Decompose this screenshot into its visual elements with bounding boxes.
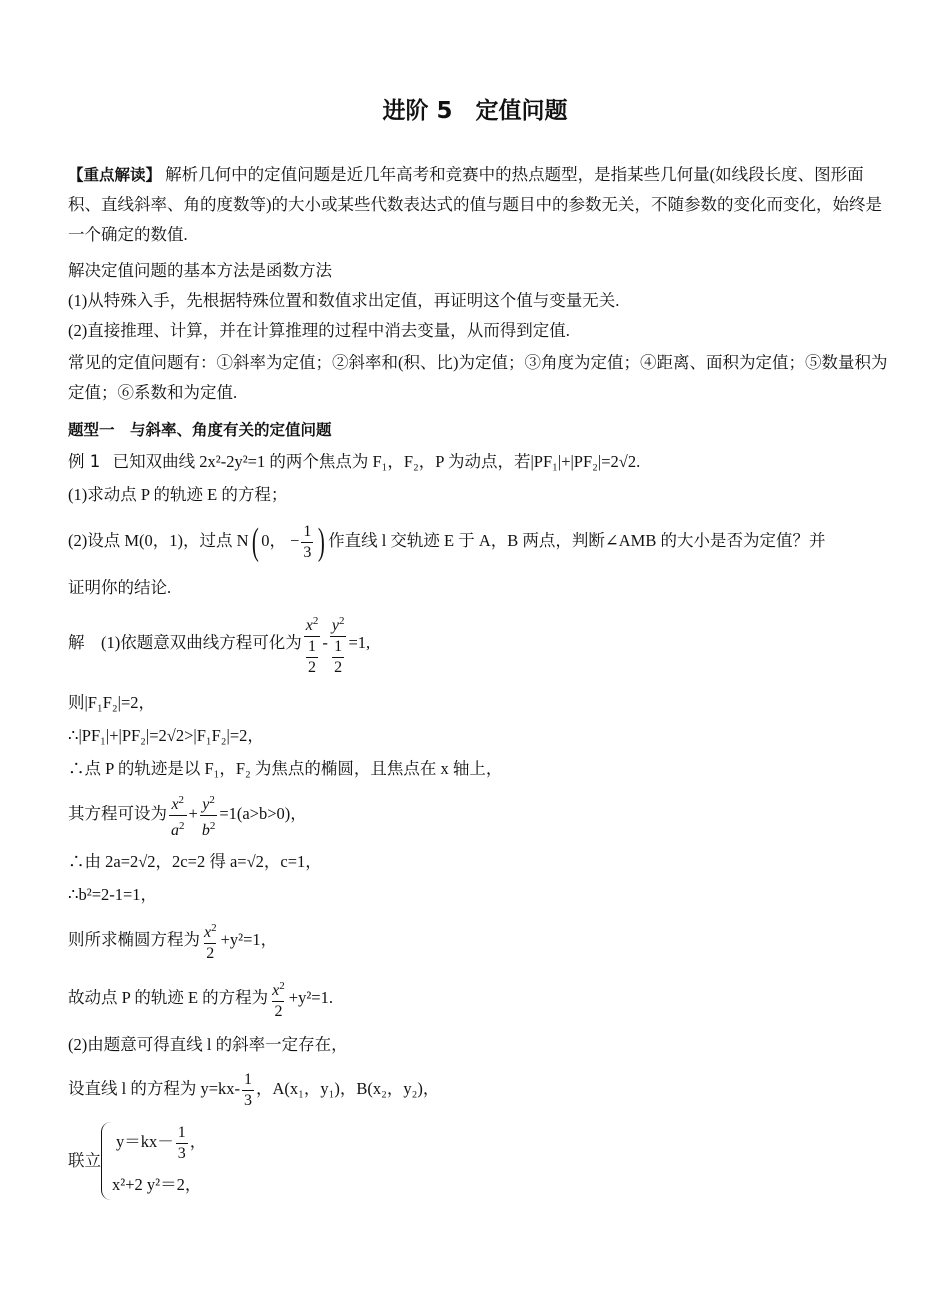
- solution-step-11: [68, 1063, 890, 1115]
- question-2-rest: 作直线 l 交轨迹 E 于 A，B 两点，判断∠AMB 的大小是否为定值？并: [328, 531, 826, 550]
- solution-step-10: (2)由题意可得直线 l 的斜率一定存在，: [68, 1035, 348, 1054]
- solution-step-11-text: 设直线 l 的方程为 y=kx-: [68, 1079, 241, 1098]
- common-types: 常见的定值问题有：①斜率为定值；②斜率和(积、比)为定值；③角度为定值；④距离、面积为定值；⑤数量积为定值；⑥系数和为定值.: [68, 353, 888, 402]
- solution-step-6: ∴由 2a=2√2，2c=2 得 a=√2，c=1，: [68, 852, 322, 871]
- system-eq-1-text: y＝kx－: [116, 1132, 174, 1151]
- solution-step-12: 联立: [68, 1151, 101, 1170]
- solution-step-5: 其方程可设为 $\frac{x^2}{a^2}$ + $\frac{y^2}{b^2}$ =1(a>b>0)，: [68, 788, 890, 841]
- solution-step-9-end: +y²=1.: [288, 988, 333, 1007]
- solution-step-1-end: =1,: [348, 633, 371, 652]
- intro-paragraph: [68, 160, 890, 250]
- method-step-1: (1)从特殊入手，先根据特殊位置和数值求出定值，再证明这个值与变量无关.: [68, 291, 620, 310]
- solution-step-9: [68, 972, 890, 1024]
- fraction-x2-2-b: $\frac{x^2}{2}$: [272, 980, 285, 1021]
- solution-step-1: 解 (1)依题意双曲线方程可化为 $\frac{x^2}{\frac{1}{2}}$ - $\frac{y^2}{\frac{1}{2}}$ =1,: [68, 610, 890, 678]
- intro-tag: 【重点解读】: [68, 166, 162, 184]
- page-title: 进阶 5 定值问题: [382, 98, 568, 124]
- solution-step-1-text: (1)依题意双曲线方程可化为: [101, 633, 302, 652]
- fraction-one-third: $\frac{1}{3}$: [303, 522, 312, 561]
- solution-step-2: 则|F₁F₂|=2，: [68, 693, 156, 712]
- solution-step-11-end: ，A(x₁，y₁)，B(x₂，y₂)，: [256, 1079, 440, 1098]
- fraction-one-third-c: $\frac{1}{3}$: [177, 1123, 186, 1162]
- section-heading: 题型一 与斜率、角度有关的定值问题: [68, 421, 332, 439]
- solution-step-8-text: 则所求椭圆方程为: [68, 930, 200, 949]
- fraction-y2-b2: $\frac{y^2}{b^2}$: [201, 793, 216, 839]
- system-equation-1: y＝kx－ $\frac{1}{3}$ ，: [116, 1123, 207, 1162]
- system-equation-2: x²+2 y²＝2，: [112, 1175, 202, 1194]
- method-heading: 解决定值问题的基本方法是函数方法: [68, 261, 332, 280]
- question-2-start: (2)设点 M(0，1)，过点 N: [68, 531, 249, 550]
- solution-step-9-text: 故动点 P 的轨迹 E 的方程为: [68, 988, 269, 1007]
- fraction-x2-a2: $\frac{x^2}{a^2}$: [171, 793, 185, 839]
- solution-step-5-end: =1(a>b>0)，: [219, 804, 307, 823]
- example-stem: [68, 449, 890, 475]
- solution-step-5-text: 其方程可设为: [68, 804, 167, 823]
- solution-step-3: ∴|PF₁|+|PF₂|=2√2>|F₁F₂|=2，: [68, 726, 264, 745]
- paren-close: ): [318, 521, 326, 564]
- question-2-end: 证明你的结论.: [68, 578, 172, 597]
- intro-text: 解析几何中的定值问题是近几年高考和竞赛中的热点题型，是指某些几何量(如线段长度、图形面积、直线斜率、角的度数等)的大小或某些代数表达式的值与题目中的参数无关，不随参数的变化而变化，始终是一个确定的数值.: [68, 165, 882, 244]
- system-brace: [101, 1122, 112, 1200]
- fraction-y2-half: $\frac{y^2}{\frac{1}{2}}$: [331, 614, 345, 676]
- solution-step-4: ∴点 P 的轨迹是以 F₁，F₂ 为焦点的椭圆，且焦点在 x 轴上，: [68, 759, 503, 778]
- fraction-x2-2-a: $\frac{x^2}{2}$: [204, 922, 217, 963]
- question-1: (1)求动点 P 的轨迹 E 的方程；: [68, 485, 288, 504]
- solution-step-7: ∴b²=2-1=1，: [68, 885, 158, 904]
- fraction-one-third-b: $\frac{1}{3}$: [244, 1070, 253, 1109]
- solution-step-8: [68, 914, 890, 966]
- question-2: (2)设点 M(0，1)，过点 N( 0， − $\frac{1}{3}$ ) 作直线 l 交轨迹 E 于 A，B 两点，判断∠AMB 的大小是否为定值？并: [68, 521, 826, 564]
- example-label: 例 1: [68, 452, 101, 471]
- method-step-2: (2)直接推理、计算，并在计算推理的过程中消去变量，从而得到定值.: [68, 321, 570, 340]
- solution-step-8-end: +y²=1，: [220, 930, 278, 949]
- fraction-x2-half: $\frac{x^2}{\frac{1}{2}}$: [305, 614, 319, 676]
- paren-open: (: [251, 521, 259, 564]
- solution-label: 解: [68, 633, 85, 652]
- example-stem-text: 已知双曲线 2x²-2y²=1 的两个焦点为 F₁，F₂，P 为动点，若|PF₁|+|PF₂|=2√2.: [112, 452, 641, 471]
